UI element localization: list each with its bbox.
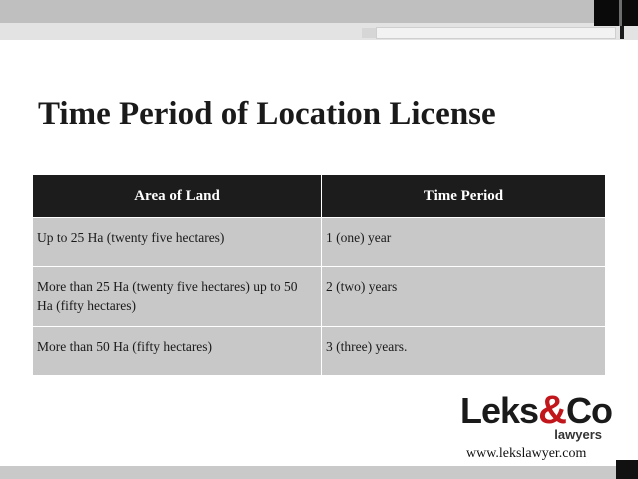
table-header-row [33, 175, 605, 218]
license-period-table [33, 175, 605, 375]
column-header-area: Area of Land [33, 175, 322, 218]
logo-ampersand: & [538, 388, 566, 432]
bottom-right-dark-corner [616, 460, 638, 479]
top-decorative-band [0, 0, 638, 23]
cell-area: Up to 25 Ha (twenty five hectares) [33, 218, 322, 267]
slide-title: Time Period of Location License [38, 96, 496, 132]
top-right-dark-stripe [619, 0, 622, 26]
logo-text-co: Co [565, 390, 612, 431]
cell-period: 1 (one) year [322, 218, 606, 267]
top-decorative-box [376, 27, 616, 39]
logo-subtitle: lawyers [554, 427, 602, 442]
cell-area: More than 50 Ha (fifty hectares) [33, 327, 322, 376]
top-right-dark-corner [594, 0, 638, 26]
bottom-decorative-band [0, 466, 638, 479]
cell-period: 3 (three) years. [322, 327, 606, 376]
website-url[interactable]: www.lekslawyer.com [466, 446, 587, 461]
cell-period: 2 (two) years [322, 267, 606, 327]
leks-co-logo [456, 388, 612, 446]
top-decorative-block [362, 28, 376, 38]
top-decorative-tick [620, 25, 624, 39]
table-row [33, 267, 605, 327]
table-row [33, 218, 605, 267]
column-header-period: Time Period [322, 175, 606, 218]
cell-area: More than 25 Ha (twenty five hectares) up to 50 Ha (fifty hectares) [33, 267, 322, 327]
logo-text-leks: Leks [460, 390, 539, 431]
table-row [33, 327, 605, 376]
